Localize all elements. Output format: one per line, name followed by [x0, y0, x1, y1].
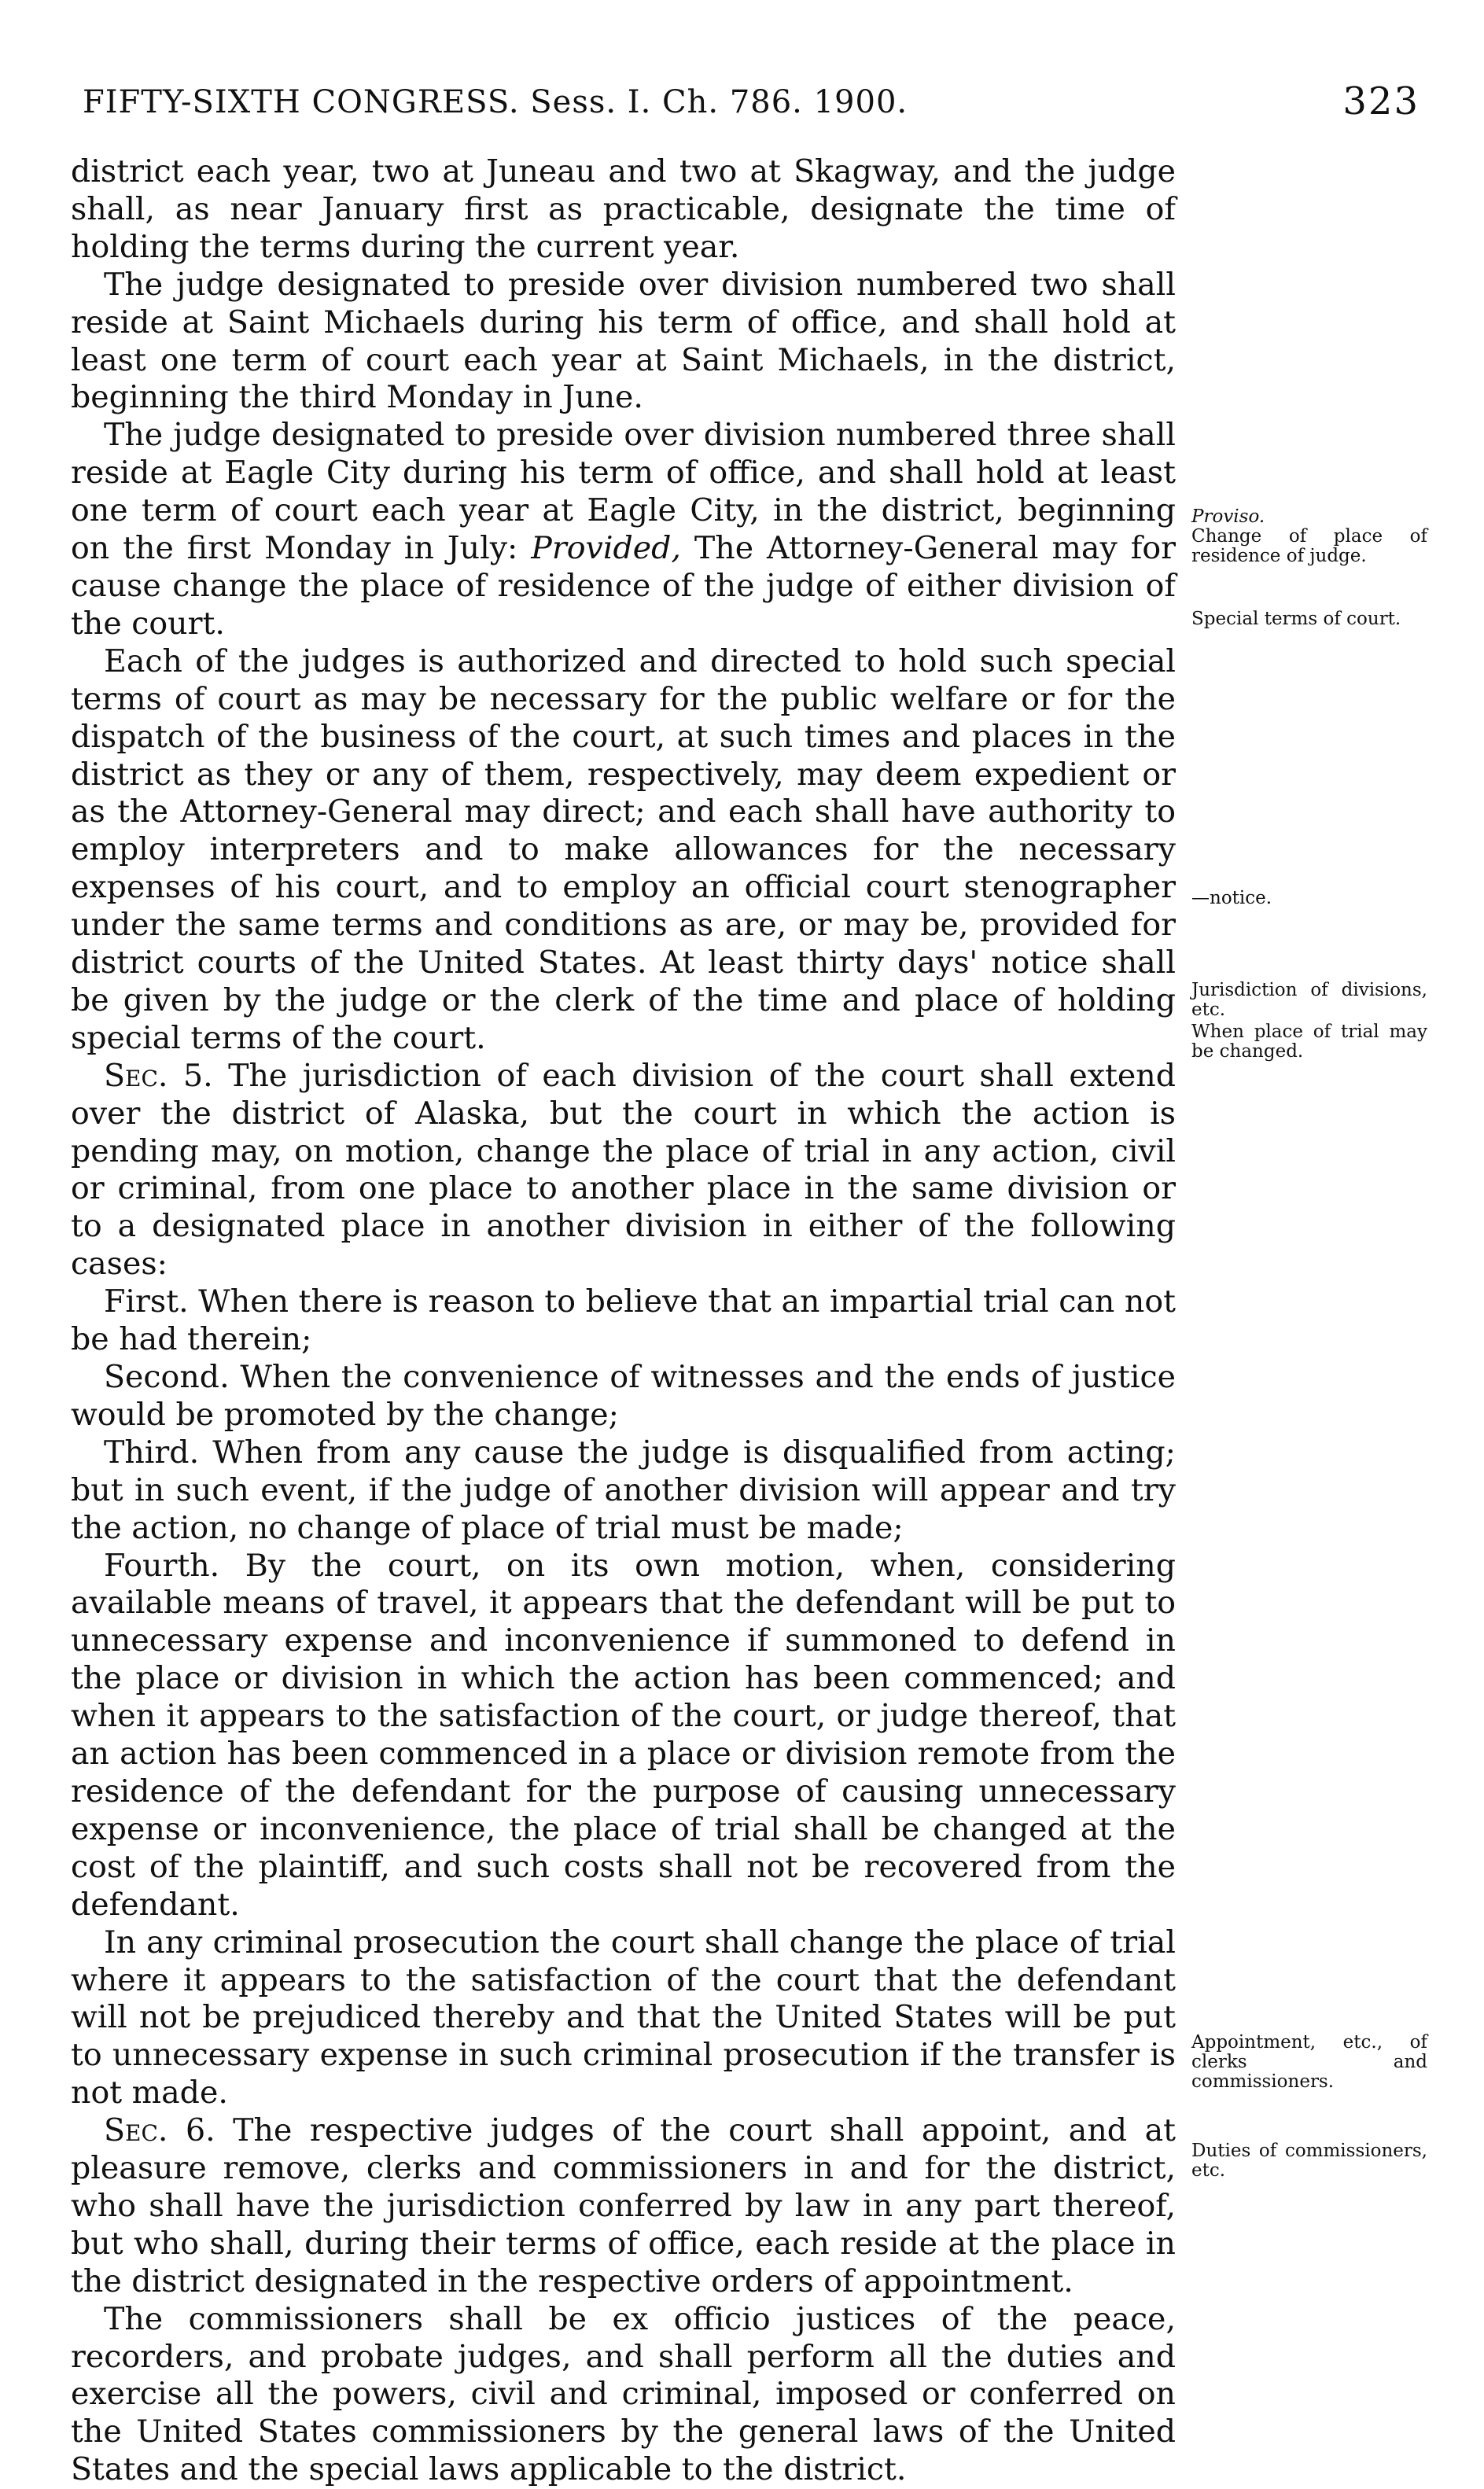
- paragraph-section-5: Sec. 5. The jurisdiction of each division of the court shall extend over the district of Alaska, but the court in which the action is pending may, on motion, change the place of trial in any action, civil or criminal, from one place to another place in the same division or to a designated place in another division in either of the following cases:: [71, 1057, 1176, 1283]
- paragraph-commissioners-duties: The commissioners shall be ex officio justices of the peace, recorders, and probate judges, and shall perform all the duties and exercise all the powers, civil and criminal, imposed or conferred on the United States commissioners by the general laws of the United States and the special laws applicable to the district.: [71, 2300, 1176, 2488]
- running-head: FIFTY-SIXTH CONGRESS. Sess. I. Ch. 786. 1900.: [83, 84, 908, 120]
- side-note-appointment: Appointment, etc., of clerks and commissioners.: [1191, 2032, 1427, 2092]
- side-note-place-of-trial: When place of trial may be changed.: [1191, 1022, 1427, 1062]
- side-note-change-residence: Change of place of residence of judge.: [1191, 526, 1427, 566]
- paragraph-term-designation: district each year, two at Juneau and two at Skagway, and the judge shall, as near January first as practicable, designate the time of holding the terms during the current year.: [71, 153, 1176, 265]
- side-note-duties: Duties of commissioners, etc.: [1191, 2141, 1427, 2181]
- paragraph-section-6: Sec. 6. The respective judges of the court shall appoint, and at pleasure remove, clerks and commissioners in and for the district, who shall have the jurisdiction conferred by law in any part thereof, but who shall, during their terms of office, each reside at the place in the district designated in the respective orders of appointment.: [71, 2112, 1176, 2299]
- side-note-special-terms: Special terms of court.: [1191, 609, 1401, 629]
- proviso-term: Provided,: [531, 530, 681, 567]
- paragraph-case-second: Second. When the convenience of witnesses and the ends of justice would be promoted by the change;: [71, 1359, 1176, 1433]
- page-header: [83, 75, 1420, 122]
- paragraph-case-fourth: Fourth. By the court, on its own motion, when, considering available means of travel, it appears that the defendant will be put to unnecessary expense and inconvenience if summoned to defend in the place or division in which the action has been commenced; and when it appears to the satisfaction of the court, or judge thereof, that an action has been commenced in a place or division remote from the residence of the defendant for the purpose of causing unnecessary expense or inconvenience, the place of trial shall be changed at the cost of the plaintiff, and such costs shall not be recovered from the defendant.: [71, 1547, 1176, 1923]
- paragraph-division-two: The judge designated to preside over division numbered two shall reside at Saint Michaels during his term of office, and shall hold at least one term of court each year at Saint Michaels, in the district, beginning the third Monday in June.: [71, 266, 1176, 416]
- paragraph-case-first: First. When there is reason to believe that an impartial trial can not be had therein;: [71, 1283, 1176, 1358]
- side-note-proviso: [1191, 507, 1427, 566]
- paragraph-case-third: Third. When from any cause the judge is disqualified from acting; but in such event, if the judge of another division will appear and try the action, no change of place of trial must be made;: [71, 1434, 1176, 1546]
- side-note-notice: —notice.: [1191, 888, 1272, 908]
- section-label: Sec. 5.: [104, 1057, 213, 1094]
- paragraph-special-terms: Each of the judges is authorized and directed to hold such special terms of court as may be necessary for the public welfare or for the dispatch of the business of the court, at such times and places in the district as they or any of them, respectively, may deem expedient or as the Attorney-General may direct; and each shall have authority to employ interpreters and to make allowances for the necessary expenses of his court, and to employ an official court stenographer under the same terms and conditions as are, or may be, provided for district courts of the United States. At least thirty days' notice shall be given by the judge or the clerk of the time and place of holding special terms of the court.: [71, 643, 1176, 1056]
- statute-body: [71, 153, 1176, 2489]
- page-number: 323: [1342, 79, 1420, 123]
- proviso-label: Proviso.: [1191, 506, 1265, 527]
- side-note-jurisdiction: Jurisdiction of divisions, etc.: [1191, 980, 1427, 1020]
- paragraph-division-three: The judge designated to preside over division numbered three shall reside at Eagle City during his term of office, and shall hold at least one term of court each year at Eagle City, in the district, beginning on the first Monday in July: Provided, The Attorney-General may for cause change the place of residence of the judge of either division of the court.: [71, 417, 1176, 642]
- paragraph-criminal-prosecution: In any criminal prosecution the court shall change the place of trial where it appears to the satisfaction of the court that the defendant will not be prejudiced thereby and that the United States will be put to unnecessary expense in such criminal prosecution if the transfer is not made.: [71, 1924, 1176, 2112]
- section-label: Sec. 6.: [104, 2112, 215, 2149]
